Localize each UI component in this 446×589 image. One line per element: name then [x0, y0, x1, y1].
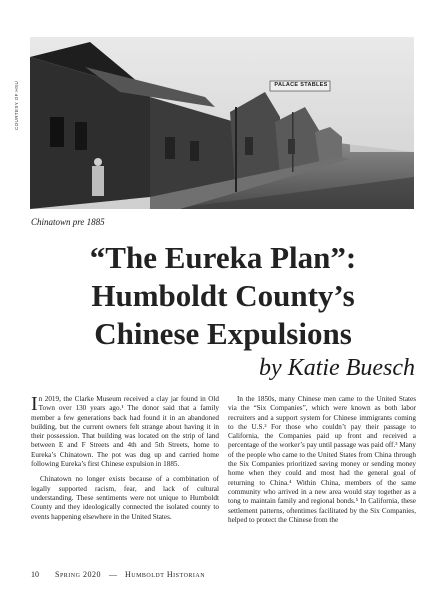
- title-line-1: “The Eureka Plan”:: [89, 240, 357, 275]
- photo-credit: COURTESY OF HSU: [14, 80, 19, 130]
- article-column-left: [31, 395, 219, 522]
- paragraph: In the 1850s, many Chinese men came to the United States via the “Six Companies”, which were known as both labor recruiters and a support system for Chinese immigrants coming to the U.S.² For those who couldn’t pay their passage to California, the Companies paid up front and received a percentage of the worker’s pay until passage was paid off.³ Many of the people who came to the United States from China through the Six Companies prioritized saving money or sending money home when they could and most had the general goal of returning to China.⁴ Within China, members of the same community who arrived in a new area would stay together as a tong to maintain family and regional bonds.⁵ In California, these settlement patterns, oftentimes facilitated by the Six Companies, helped to protect the Chinese from the: [228, 395, 416, 524]
- article-title: [0, 239, 446, 353]
- chinatown-photo: [30, 37, 414, 209]
- page-footer: 10 Spring 2020 — Humboldt Historian: [31, 570, 206, 579]
- title-line-2: Humboldt County’s: [91, 278, 355, 313]
- photo-caption: Chinatown pre 1885: [31, 217, 105, 227]
- issue-label: Spring 2020: [55, 570, 101, 579]
- page-number: 10: [31, 570, 39, 579]
- byline: by Katie Buesch: [259, 355, 415, 381]
- paragraph: [31, 395, 219, 469]
- drop-cap: I: [31, 393, 38, 415]
- paragraph-text: n 2019, the Clarke Museum received a clay jar found in Old Town over 130 years ago.¹ The donor said that a family member a few generations back had found it in an abandoned building, but the current owners felt strange about having it in their possession. That building was located on the strip of land between E and F Streets and 4th and 5th Streets, home to Eureka’s Chinatown. The pot was dug up and carried home following Eureka’s first Chinese expulsion in 1885.: [31, 395, 219, 469]
- article-column-right: [228, 395, 416, 525]
- palace-stables-sign: PALACE STABLES: [274, 82, 328, 88]
- title-line-3: Chinese Expulsions: [94, 316, 352, 351]
- magazine-name: Humboldt Historian: [124, 570, 206, 579]
- street-scene-illustration: [30, 37, 414, 209]
- paragraph: Chinatown no longer exists because of a combination of legally supported racism, fear, and lack of cultural understanding. These sentiments were not unique to Humboldt County and they ideologically connected the isolated county to events happening elsewhere in the United States.: [31, 475, 219, 521]
